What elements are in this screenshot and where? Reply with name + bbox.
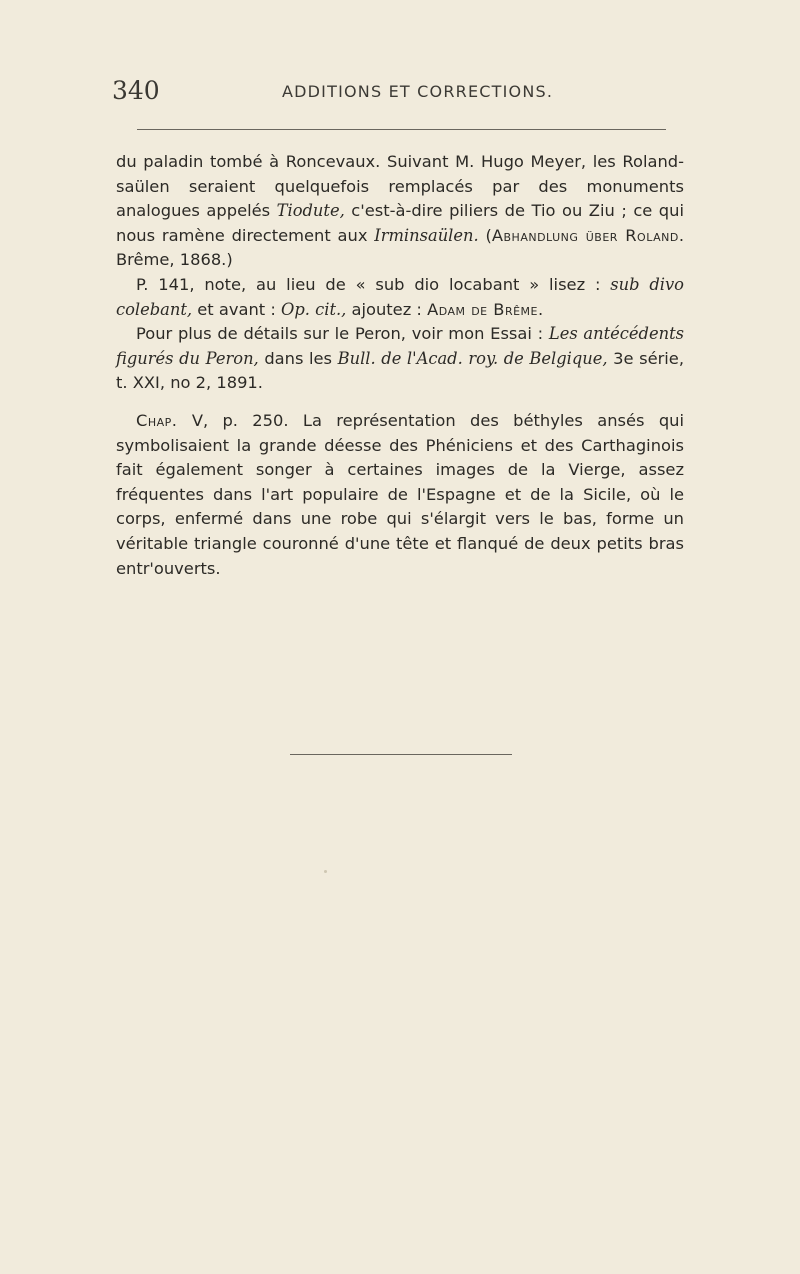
italic-term: Tiodute, <box>276 201 345 221</box>
text-run: ( <box>478 225 492 245</box>
text-run: du paladin tombé à Roncevaux. Suivant M. Hugo Meyer, les Roland-saülen seraient quelquefois remplacés par des monuments analogues appelés <box>116 152 684 221</box>
text-run: Pour plus de détails sur le Peron, voir mon Essai : <box>136 324 549 344</box>
small-caps-reference: Adam de Brême <box>427 299 538 319</box>
italic-term: Op. cit., <box>281 299 347 319</box>
running-title: ADDITIONS ET CORRECTIONS. <box>282 82 554 101</box>
italic-term: Bull. de l'Acad. roy. de Belgique, <box>337 348 608 368</box>
text-run: V, p. 250. La représentation des béthyles ansés qui symbolisaient la grande déesse des Phéniciens et des Carthaginois fait également songer à certaines images de la Vierge, assez fréquentes dans l'art populaire de l'Espagne et de la Sicile, où le corps, enfermé dans une robe qui s'élargit vers le bas, forme un véritable triangle couronné d'une tête et flanqué de deux petits bras entr'ouverts. <box>116 410 684 578</box>
text-run: c'est-à-dire piliers de Tio ou Ziu ; ce qui nous ramène directement aux <box>116 201 684 245</box>
small-caps-reference: Chap. <box>136 410 178 430</box>
header-rule <box>137 129 666 130</box>
text-run: . Brême, 1868.) <box>116 225 684 270</box>
paper-speck <box>324 870 327 873</box>
paragraph-p141-correction <box>116 273 684 322</box>
text-run: 3e série, t. XXI, no 2, 1891. <box>116 348 685 393</box>
page-number: 340 <box>112 76 160 105</box>
body-text <box>116 150 684 581</box>
small-caps-reference: Abhandlung über Roland <box>491 225 679 245</box>
italic-term: sub divo colebant, <box>116 274 684 319</box>
text-run: et avant : <box>192 299 281 319</box>
text-run: dans les <box>258 348 338 368</box>
italic-term: Irminsaülen. <box>374 225 479 245</box>
paragraph-chap-v <box>116 409 684 581</box>
text-run: P. 141, note, au lieu de « sub dio locabant » lisez : <box>136 274 611 294</box>
italic-term: Les antécédents figurés du Peron, <box>116 324 684 368</box>
footer-rule <box>290 754 512 755</box>
paragraph-peron-essay <box>116 322 684 396</box>
text-run: . <box>538 299 544 319</box>
paragraph-roland-saulen <box>116 150 684 273</box>
text-run: ajoutez : <box>346 299 428 319</box>
